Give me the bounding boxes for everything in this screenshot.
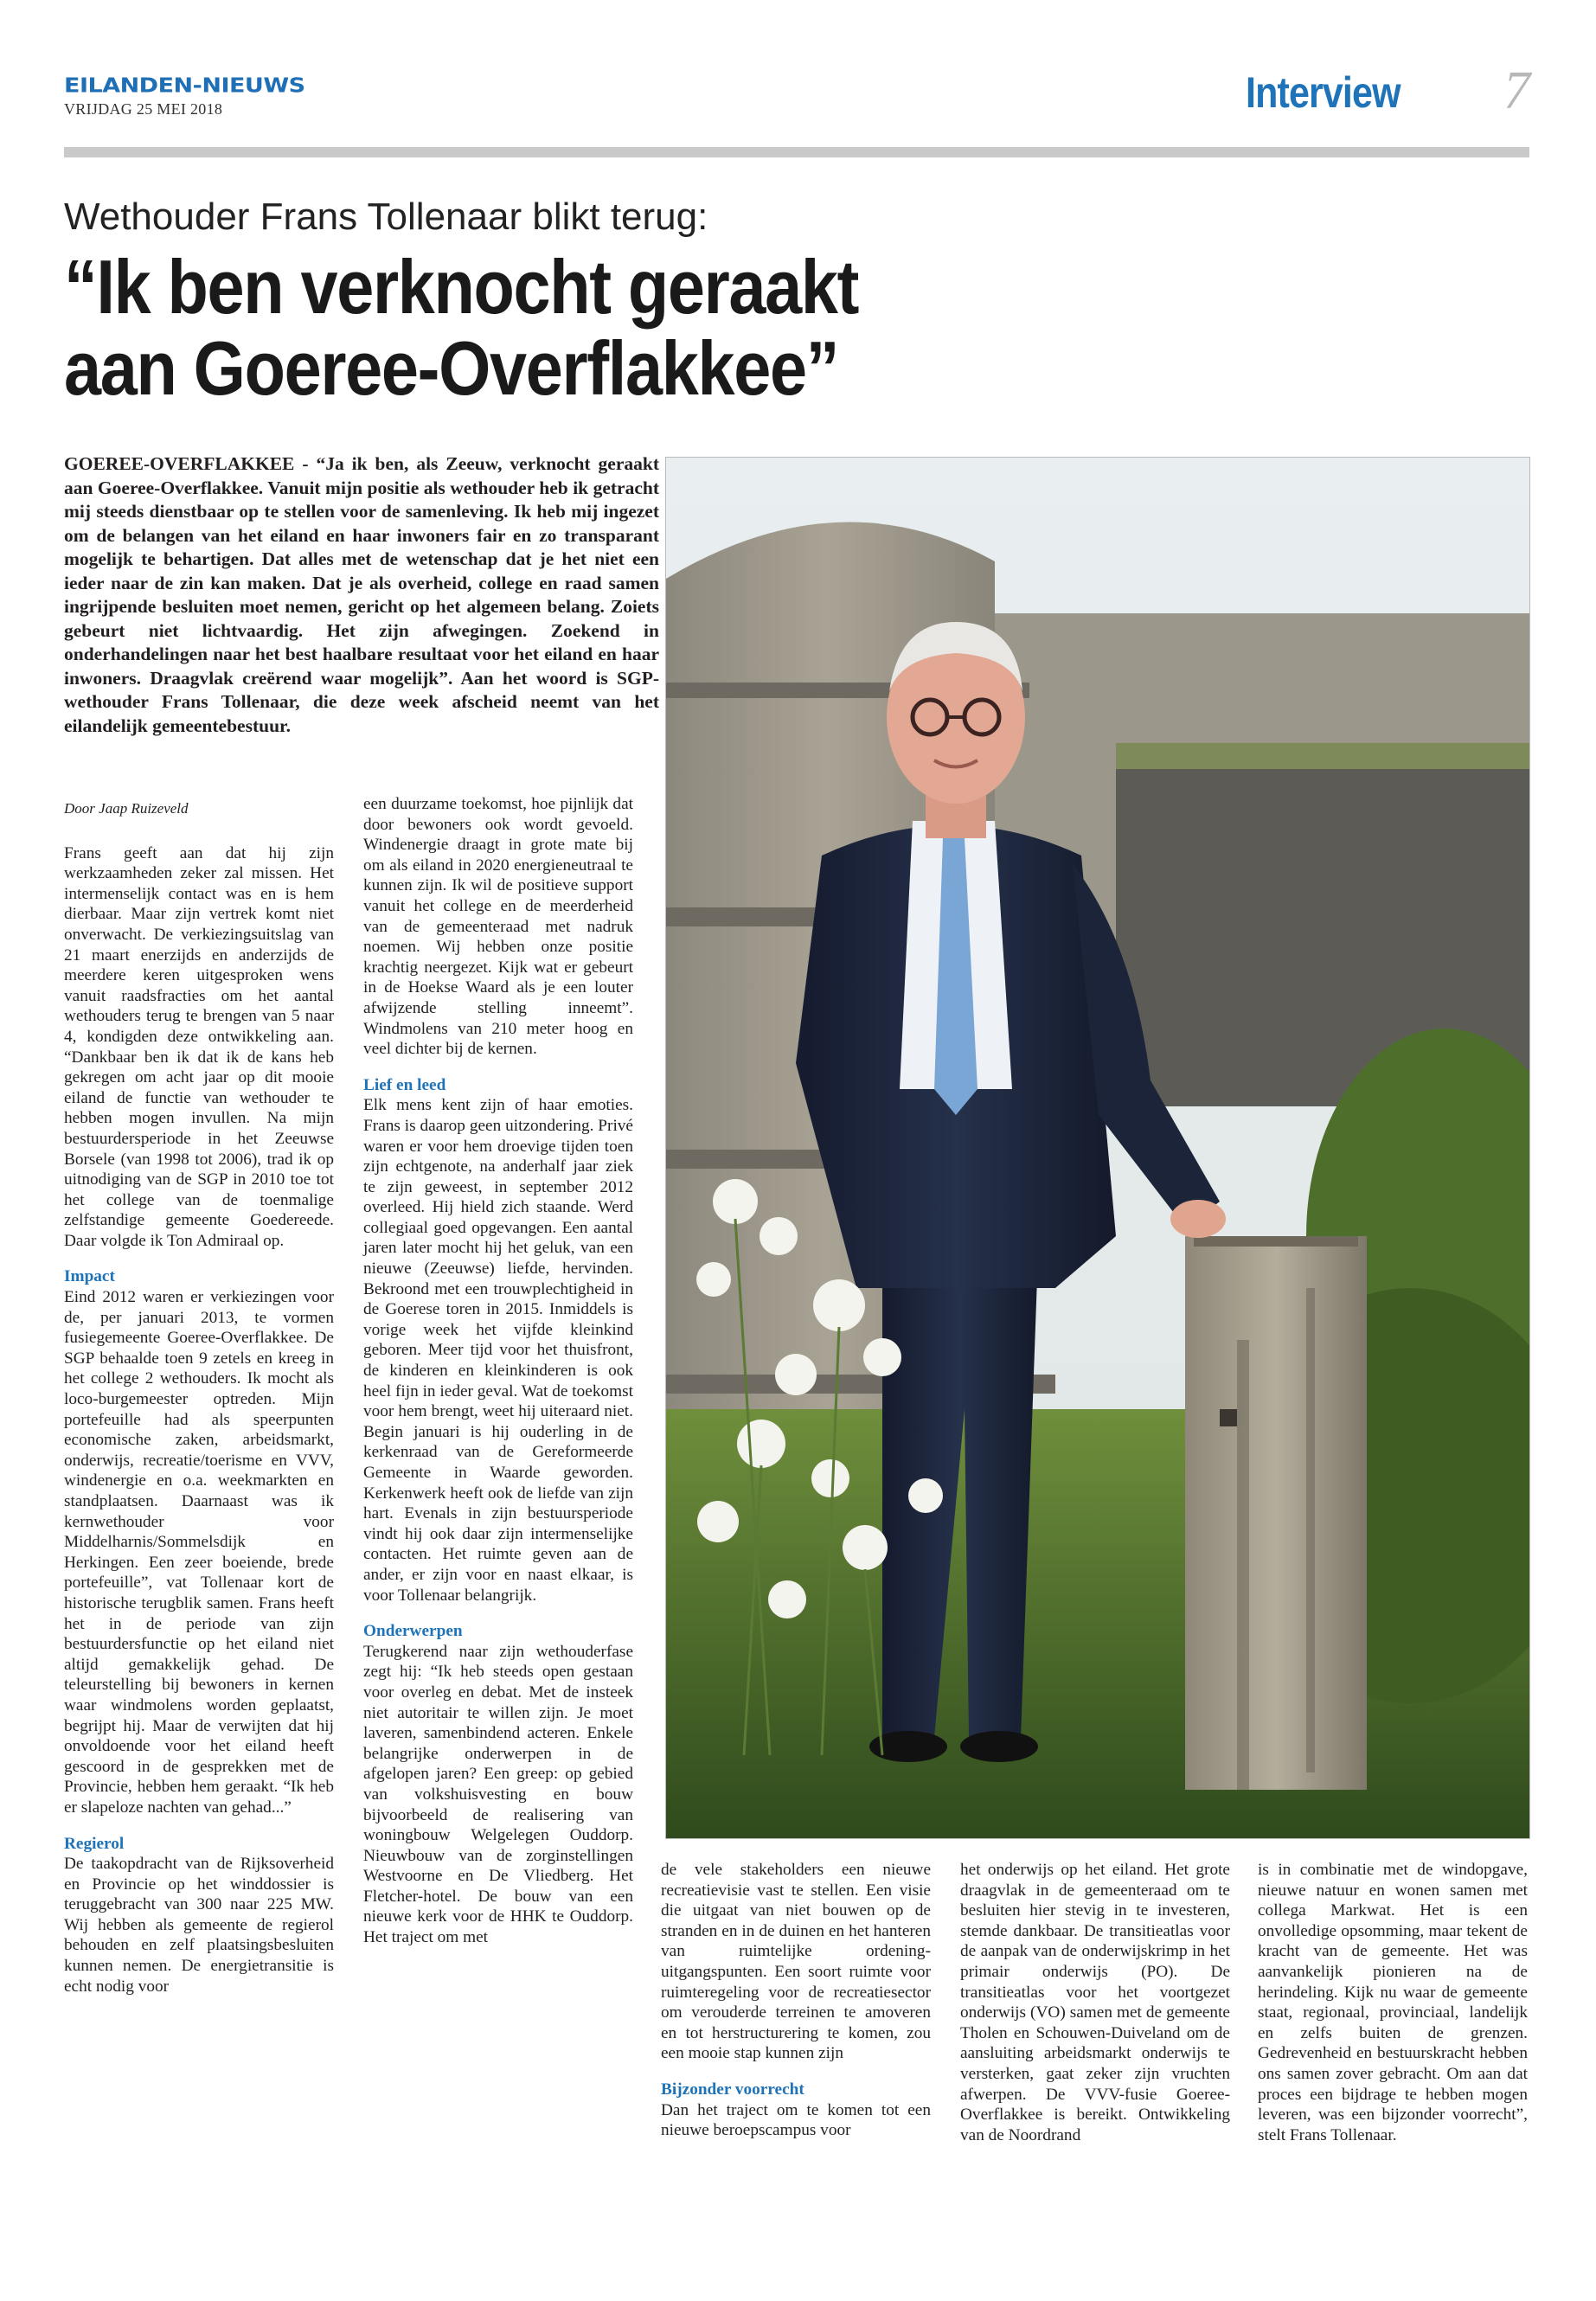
subheading-onderwerpen: Onderwerpen: [363, 1622, 463, 1641]
text-column-2: [363, 794, 633, 1948]
text-column-3: [661, 1860, 931, 2141]
subheading-impact: Impact: [64, 1267, 115, 1286]
text-column-4: [960, 1860, 1230, 2145]
paragraph: de vele stakeholders een nieuwe recreatievisie vast te stellen. Een visie die uitgaat van niet bouwen op de stranden en in de duinen en het hanteren van ruimtelijke ordening-uitgangspunten. Een soort ruimte voor ruimteregeling voor de recreatiesector om verouderde terreinen te amoveren en tot herstructurering te komen, zou een mooie stap kunnen zijn: [661, 1861, 931, 2063]
header-rule: [64, 147, 1529, 157]
text-column-1: [64, 798, 334, 1997]
text-column-5: [1258, 1860, 1528, 2145]
headline-line-2: aan Goeree-Overflakkee”: [64, 325, 839, 411]
paragraph: De taakopdracht van de Rijksoverheid en Provincie op het winddossier is teruggebracht van 300 naar 225 MW. Wij hebben als gemeente de regierol behouden en zelf plaatsingsbesluiten kunnen nemen. De energietransitie is echt nodig voor: [64, 1855, 334, 1996]
portrait-photo: [665, 457, 1530, 1839]
article-lead: GOEREE-OVERFLAKKEE - “Ja ik ben, als Zeeuw, verknocht geraakt aan Goeree-Overflakkee. Vanuit mijn positie als wethouder heb ik getracht mij steeds dienstbaar op te stellen voor de samenleving. Ik heb mij ingezet om de belangen van het eiland en haar inwoners fair en zo transparant mogelijk te behartigen. Dat alles met de wetenschap dat je het niet een ieder naar de zin kan maken. Dat je als overheid, college en raad samen ingrijpende besluiten moet nemen, gericht op het algemeen belang. Zoiets gebeurt niet lichtvaardig. Het zijn afwegingen. Zoekend in onderhandelingen naar het best haalbare resultaat voor het eiland en haar inwoners. Draagvlak creërend waar mogelijk”. Aan het woord is SGP-wethouder Frans Tollenaar, die deze week afscheid neemt van het eilandelijk gemeentebestuur.: [64, 453, 659, 736]
subheading-bijzonder-voorrecht: Bijzonder voorrecht: [661, 2080, 804, 2099]
paragraph: Eind 2012 waren er verkiezingen voor de, per januari 2013, te vormen fusiegemeente Goeree-Overflakkee. De SGP behaalde toen 9 zetels en kreeg in het college 2 wethouders. Ik mocht als loco-burgemeester optreden. Mijn portefeuille had als speerpunten economische zaken, arbeidsmarkt, onderwijs, recreatie/toerisme en VVV, windenergie en o.a. weekmarkten en standplaatsen. Daarnaast was ik kernwethouder voor Middelharnis/Sommelsdijk en Herkingen. Een zeer boeiende, brede portefeuille”, vat Tollenaar kort de historische terugblik samen. Frans heeft het in de periode van zijn bestuurdersfunctie op het eiland niet altijd gemakkelijk gehad. De teleurstelling bij bewoners in kernen waar windmolens worden geplaatst, begrijpt hij. Maar de verwijten dat hij onvoldoende voor het eiland heeft gescoord in de gesprekken met de Provincie, hebben hem geraakt. “Ik heb er slapeloze nachten van gehad...”: [64, 1288, 334, 1817]
subheading-regierol: Regierol: [64, 1834, 125, 1853]
section-title: Interview: [1246, 68, 1401, 117]
paragraph: Elk mens kent zijn of haar emoties. Frans is daarop geen uitzondering. Privé waren er voor hem droevige tijden toen zijn echtgenote, na anderhalf jaar ziek te zijn geweest, in september 2012 overleed. Hij hield zich staande. Werd collegiaal goed opgevangen. Een aantal jaren later mocht hij het geluk, van een nieuwe (Zeeuwse) liefde, hervinden. Bekroond met een trouwplechtigheid in de Goerese toren in 2015. Inmiddels is vorige week het vijfde kleinkind geboren. Meer tijd voor het thuisfront, de kinderen en kleinkinderen is ook heel fijn in ieder geval. Wat de toekomst voor hem brengt, weet hij uiteraard niet. Begin januari is hij ouderling in de kerkenraad van de Gereformeerde Gemeente in Waarde geworden. Kerkenwerk heeft ook de liefde van zijn hart. Evenals in zijn bestuursperiode vindt hij ook daar zijn intermenselijke contacten. Het ruimte geven aan de ander, er zijn voor en naast elkaar, is voor Tollenaar belangrijk.: [363, 1096, 633, 1605]
article-byline: Door Jaap Ruizeveld: [64, 800, 189, 817]
newspaper-logo: EILANDEN-NIEUWS: [64, 74, 305, 98]
page-number: 7: [1503, 61, 1530, 120]
subheading-lief-en-leed: Lief en leed: [363, 1075, 446, 1094]
article-headline: [64, 244, 977, 411]
article-kicker: Wethouder Frans Tollenaar blikt terug:: [64, 195, 708, 238]
photo-illustration: [666, 458, 1529, 1838]
headline-line-1: “Ik ben verknocht geraakt: [64, 244, 859, 330]
issue-date: VRIJDAG 25 MEI 2018: [64, 100, 223, 118]
paragraph: het onderwijs op het eiland. Het grote draagvlak in de gemeenteraad om te besluiten hier stevig in te investeren, stemde dankbaar. De transitieatlas voor de aanpak van de onderwijskrimp in het primair onderwijs (PO). De transitieatlas voor het voortgezet onderwijs (VO) samen met de gemeente Tholen en Schouwen-Duiveland om de aansluiting arbeidsmarkt onderwijs te versterken, gaat zeker zijn vruchten afwerpen. De VVV-fusie Goeree-Overflakkee is bereikt. Ontwikkeling van de Noordrand: [960, 1861, 1230, 2144]
paragraph: Dan het traject om te komen tot een nieuwe beroepscampus voor: [661, 2100, 931, 2140]
paragraph: is in combinatie met de windopgave, nieuwe natuur en wonen samen met collega Markwat. Het is een onvolledige opsomming, maar tekent de kracht van de gemeente. Het was aanvankelijk pionieren na de herindeling. Kijk nu waar de gemeente staat, regionaal, provinciaal, landelijk en zelfs buiten de grenzen. Gedrevenheid en bestuurskracht hebben ons samen zover gebracht. Om aan dat proces een bijdrage te hebben mogen leveren, was een bijzonder voorrecht”, stelt Frans Tollenaar.: [1258, 1861, 1528, 2144]
paragraph: een duurzame toekomst, hoe pijnlijk dat door bewoners ook wordt gevoeld. Windenergie draagt in grote mate bij om als eiland in 2020 energieneutraal te kunnen zijn. Ik wil de positieve support vanuit het college en de meerderheid van de gemeenteraad met nadruk noemen. Wij hebben onze positie krachtig neergezet. Kijk wat er gebeurt in de Hoekse Waard als je een louter afwijzende stelling inneemt”. Windmolens van 210 meter hoog en veel dichter bij de kernen.: [363, 795, 633, 1059]
paragraph: Frans geeft aan dat hij zijn werkzaamheden zeker zal missen. Het intermenselijk contact was en is hem dierbaar. Maar zijn vertrek komt niet onverwacht. De verkiezingsuitslag van 21 maart enerzijds en anderzijds de meerdere keren uitgesproken wens vanuit raadsfracties om het aantal wethouders terug te brengen van 5 naar 4, kondigden deze ontwikkeling aan. “Dankbaar ben ik dat ik de kans heb gekregen om acht jaar op dit mooie eiland de functie van wethouder te hebben mogen invullen. Na mijn bestuurdersperiode in het Zeeuwse Borsele (van 1998 tot 2006), trad ik op uitnodiging van de SGP in 2010 toe tot het college van de toenmalige zelfstandige gemeente Goedereede. Daar volgde ik Ton Admiraal op.: [64, 843, 334, 1250]
paragraph: Terugkerend naar zijn wethouderfase zegt hij: “Ik heb steeds open gestaan voor overleg en debat. Met de insteek niet autoritair te willen zijn. Je moet laveren, samenbindend acteren. Enkele belangrijke onderwerpen in de afgelopen jaren? Een greep: op gebied van volkshuisvesting en bouw bijvoorbeeld de realisering van woningbouw Welgelegen Ouddorp. Nieuwbouw van de zorginstellingen Westvoorne en De Vliedberg. Het Fletcher-hotel. De bouw van een nieuwe kerk voor de HHK te Ouddorp. Het traject om met: [363, 1642, 633, 1947]
